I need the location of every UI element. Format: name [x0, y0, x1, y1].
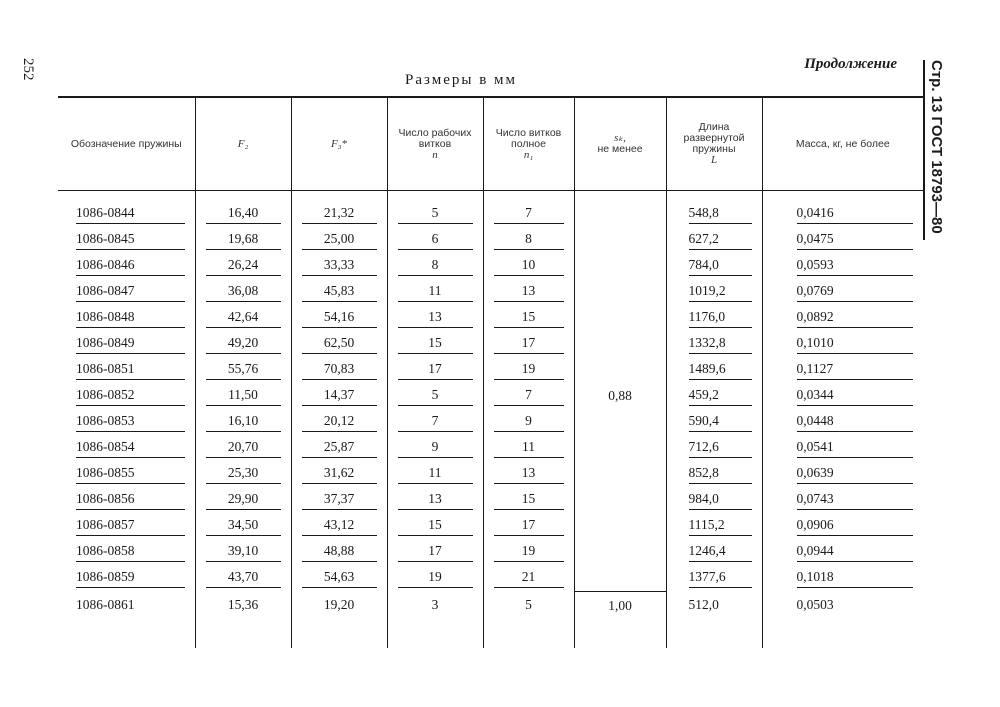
cell-mass: 0,1018 — [762, 565, 923, 591]
cell-designation: 1086-0847 — [58, 279, 195, 305]
cell-mass: 0,0475 — [762, 227, 923, 253]
header-f2: F₂ — [195, 97, 291, 191]
continuation-label: Продолжение — [804, 56, 897, 72]
cell-mass: 0,0344 — [762, 383, 923, 409]
cell-f3: 62,50 — [291, 331, 387, 357]
cell-designation: 1086-0848 — [58, 305, 195, 331]
cell-n1: 5 — [483, 591, 574, 648]
cell-f2: 19,68 — [195, 227, 291, 253]
cell-L: 1489,6 — [666, 357, 762, 383]
cell-f3: 54,16 — [291, 305, 387, 331]
cell-mass: 0,1127 — [762, 357, 923, 383]
cell-n1: 7 — [483, 191, 574, 228]
cell-f3: 45,83 — [291, 279, 387, 305]
cell-f3: 37,37 — [291, 487, 387, 513]
cell-n: 9 — [387, 435, 483, 461]
header-sk: sₖ, не менее — [574, 97, 666, 191]
cell-n1: 9 — [483, 409, 574, 435]
cell-designation: 1086-0851 — [58, 357, 195, 383]
table-row — [58, 305, 923, 331]
cell-designation: 1086-0846 — [58, 253, 195, 279]
header-f3: F₃* — [291, 97, 387, 191]
cell-L: 512,0 — [666, 591, 762, 648]
header-mass: Масса, кг, не более — [762, 97, 923, 191]
table-row — [58, 435, 923, 461]
cell-f2: 11,50 — [195, 383, 291, 409]
cell-n1: 17 — [483, 331, 574, 357]
table-row — [58, 461, 923, 487]
cell-designation: 1086-0844 — [58, 191, 195, 228]
header-total-coils: Число витков полное n₁ — [483, 97, 574, 191]
cell-f2: 36,08 — [195, 279, 291, 305]
cell-L: 852,8 — [666, 461, 762, 487]
cell-f3: 19,20 — [291, 591, 387, 648]
cell-sk: 1,00 — [574, 591, 666, 648]
cell-f2: 25,30 — [195, 461, 291, 487]
cell-f3: 54,63 — [291, 565, 387, 591]
cell-f3: 20,12 — [291, 409, 387, 435]
table-row — [58, 409, 923, 435]
cell-n1: 17 — [483, 513, 574, 539]
cell-n1: 21 — [483, 565, 574, 591]
cell-f3: 25,87 — [291, 435, 387, 461]
cell-designation: 1086-0857 — [58, 513, 195, 539]
cell-mass: 0,0416 — [762, 191, 923, 228]
cell-mass: 0,0639 — [762, 461, 923, 487]
cell-f2: 15,36 — [195, 591, 291, 648]
cell-designation: 1086-0854 — [58, 435, 195, 461]
cell-n: 5 — [387, 383, 483, 409]
cell-n1: 13 — [483, 279, 574, 305]
table-row — [58, 191, 923, 228]
cell-n1: 10 — [483, 253, 574, 279]
cell-f2: 39,10 — [195, 539, 291, 565]
cell-n: 5 — [387, 191, 483, 228]
cell-mass: 0,0743 — [762, 487, 923, 513]
cell-n: 19 — [387, 565, 483, 591]
cell-n1: 19 — [483, 539, 574, 565]
cell-L: 712,6 — [666, 435, 762, 461]
cell-L: 590,4 — [666, 409, 762, 435]
cell-mass: 0,0906 — [762, 513, 923, 539]
table-row — [58, 513, 923, 539]
cell-n: 11 — [387, 461, 483, 487]
table-row — [58, 565, 923, 591]
cell-f2: 42,64 — [195, 305, 291, 331]
cell-L: 984,0 — [666, 487, 762, 513]
cell-n: 7 — [387, 409, 483, 435]
cell-mass: 0,0503 — [762, 591, 923, 648]
cell-L: 1377,6 — [666, 565, 762, 591]
cell-n: 15 — [387, 331, 483, 357]
cell-n: 17 — [387, 539, 483, 565]
cell-L: 548,8 — [666, 191, 762, 228]
cell-designation: 1086-0853 — [58, 409, 195, 435]
table-row — [58, 227, 923, 253]
cell-designation: 1086-0859 — [58, 565, 195, 591]
cell-n: 15 — [387, 513, 483, 539]
cell-n1: 7 — [483, 383, 574, 409]
cell-L: 784,0 — [666, 253, 762, 279]
cell-sk-group: 0,88 — [574, 191, 666, 592]
cell-designation: 1086-0856 — [58, 487, 195, 513]
cell-f2: 26,24 — [195, 253, 291, 279]
cell-designation: 1086-0849 — [58, 331, 195, 357]
cell-f3: 21,32 — [291, 191, 387, 228]
table-row — [58, 331, 923, 357]
table-row — [58, 253, 923, 279]
cell-f3: 31,62 — [291, 461, 387, 487]
cell-f2: 16,40 — [195, 191, 291, 228]
cell-n: 6 — [387, 227, 483, 253]
header-length: Длина развернутой пружины L — [666, 97, 762, 191]
cell-n1: 13 — [483, 461, 574, 487]
table-body — [58, 191, 923, 648]
cell-f2: 43,70 — [195, 565, 291, 591]
cell-L: 1019,2 — [666, 279, 762, 305]
cell-f3: 25,00 — [291, 227, 387, 253]
table-row — [58, 591, 923, 648]
cell-f2: 29,90 — [195, 487, 291, 513]
table-header-row — [58, 97, 923, 191]
cell-mass: 0,0892 — [762, 305, 923, 331]
cell-f3: 33,33 — [291, 253, 387, 279]
cell-f3: 43,12 — [291, 513, 387, 539]
cell-f2: 49,20 — [195, 331, 291, 357]
cell-n: 13 — [387, 487, 483, 513]
cell-n: 3 — [387, 591, 483, 648]
cell-mass: 0,0593 — [762, 253, 923, 279]
spring-spec-table — [58, 96, 923, 648]
cell-designation: 1086-0845 — [58, 227, 195, 253]
cell-designation: 1086-0861 — [76, 597, 135, 612]
cell-f3: 70,83 — [291, 357, 387, 383]
cell-L: 1246,4 — [666, 539, 762, 565]
table-row — [58, 357, 923, 383]
cell-n: 11 — [387, 279, 483, 305]
cell-f2: 16,10 — [195, 409, 291, 435]
cell-L: 1332,8 — [666, 331, 762, 357]
table-row — [58, 539, 923, 565]
cell-f3: 48,88 — [291, 539, 387, 565]
cell-n: 8 — [387, 253, 483, 279]
cell-L: 1115,2 — [666, 513, 762, 539]
cell-n1: 11 — [483, 435, 574, 461]
cell-designation: 1086-0852 — [58, 383, 195, 409]
cell-L: 1176,0 — [666, 305, 762, 331]
side-header-text: Стр. 13 ГОСТ 18793—80 — [928, 60, 945, 234]
table-caption: Размеры в мм — [405, 72, 518, 88]
cell-mass: 0,0944 — [762, 539, 923, 565]
page-number: 252 — [20, 58, 36, 81]
cell-mass: 0,0448 — [762, 409, 923, 435]
cell-f2: 20,70 — [195, 435, 291, 461]
cell-n1: 15 — [483, 305, 574, 331]
table-row — [58, 383, 923, 409]
header-working-coils: Число рабочих витков n — [387, 97, 483, 191]
cell-n: 13 — [387, 305, 483, 331]
cell-L: 627,2 — [666, 227, 762, 253]
side-running-header — [923, 60, 945, 240]
cell-n: 17 — [387, 357, 483, 383]
cell-f3: 14,37 — [291, 383, 387, 409]
cell-mass: 0,0541 — [762, 435, 923, 461]
cell-n1: 19 — [483, 357, 574, 383]
cell-L: 459,2 — [666, 383, 762, 409]
cell-mass: 0,0769 — [762, 279, 923, 305]
cell-n1: 15 — [483, 487, 574, 513]
header-designation: Обозначение пружины — [58, 97, 195, 191]
cell-designation: 1086-0855 — [58, 461, 195, 487]
cell-f2: 34,50 — [195, 513, 291, 539]
cell-f2: 55,76 — [195, 357, 291, 383]
cell-mass: 0,1010 — [762, 331, 923, 357]
cell-designation: 1086-0858 — [58, 539, 195, 565]
table-row — [58, 279, 923, 305]
table-row — [58, 487, 923, 513]
cell-n1: 8 — [483, 227, 574, 253]
